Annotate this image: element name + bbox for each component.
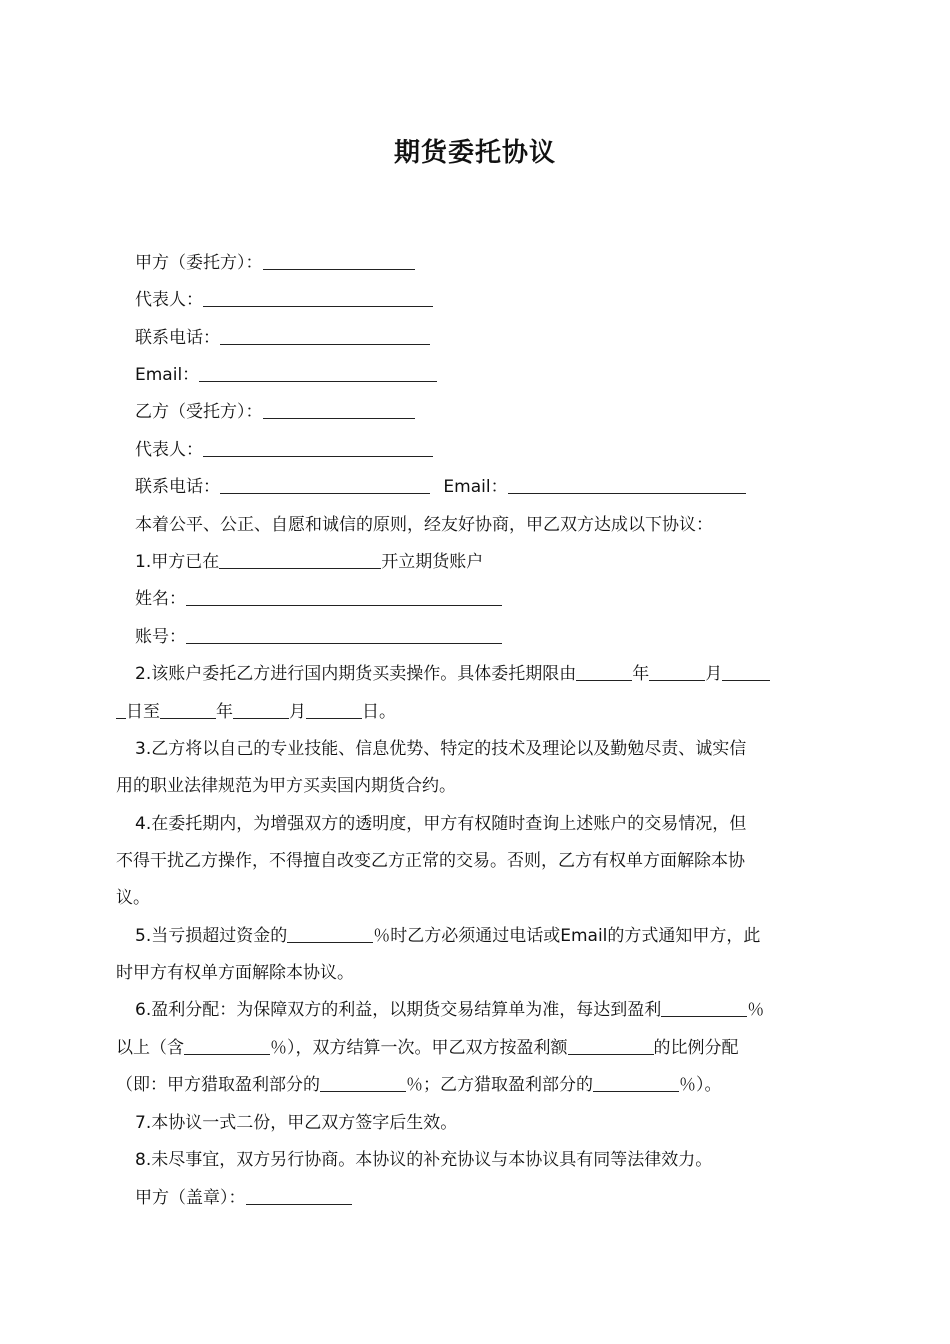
clause-3-line-1: 3.乙方将以自己的专业技能、信息优势、特定的技术及理论以及勤勉尽责、诚实信 bbox=[135, 739, 747, 759]
party-b-contact-line bbox=[116, 475, 857, 499]
clause-1 bbox=[116, 550, 857, 574]
clause-6-prefix: 6.盈利分配：为保障双方的利益，以期货交易结算单为准，每达到盈利 bbox=[135, 1000, 662, 1020]
clause-5-suffix: ％时乙方必须通过电话或Email的方式通知甲方，此 bbox=[373, 926, 761, 946]
party-a-seal-label: 甲方（盖章）： bbox=[135, 1188, 246, 1208]
clause-5-line-1 bbox=[116, 924, 857, 948]
account-number-label: 账号： bbox=[135, 627, 186, 647]
preamble: 本着公平、公正、自愿和诚信的原则，经友好协商，甲乙双方达成以下协议： bbox=[135, 515, 713, 535]
end-day-blank bbox=[306, 700, 362, 719]
month-label: 月 bbox=[705, 664, 723, 684]
day-to-label: 日至 bbox=[126, 702, 160, 722]
start-month-blank bbox=[649, 662, 705, 681]
party-a-phone-label: 联系电话： bbox=[135, 328, 220, 348]
party-b-phone-blank bbox=[220, 475, 430, 494]
end-month-label: 月 bbox=[289, 702, 306, 722]
party-b-email-label: Email： bbox=[443, 477, 508, 497]
clause-6-l3-a: （即：甲方猎取盈利部分的 bbox=[116, 1075, 320, 1095]
clause-1-prefix: 1.甲方已在 bbox=[135, 552, 220, 572]
party-a-email-blank bbox=[199, 363, 437, 382]
account-name-label: 姓名： bbox=[135, 589, 186, 609]
clause-5-prefix: 5.当亏损超过资金的 bbox=[135, 926, 288, 946]
clause-6-l3-c: ％）。 bbox=[679, 1075, 722, 1095]
account-name-blank bbox=[186, 587, 502, 606]
party-a-seal-blank bbox=[246, 1186, 352, 1205]
end-year-blank bbox=[160, 700, 216, 719]
party-a-phone-blank bbox=[220, 326, 430, 345]
party-a-blank bbox=[263, 251, 415, 270]
party-b-line bbox=[116, 400, 857, 424]
account-number-blank bbox=[186, 625, 502, 644]
party-b-blank bbox=[263, 400, 415, 419]
clause-7: 7.本协议一式二份，甲乙双方签字后生效。 bbox=[135, 1113, 458, 1133]
party-b-rep-line bbox=[116, 438, 857, 462]
clause-6-l2-c: 的比例分配 bbox=[653, 1038, 739, 1058]
party-a-rep-label: 代表人： bbox=[135, 290, 203, 310]
clause-8: 8.未尽事宜，双方另行协商。本协议的补充协议与本协议具有同等法律效力。 bbox=[135, 1150, 713, 1170]
day-end-label: 日。 bbox=[362, 702, 396, 722]
party-a-email-label: Email： bbox=[135, 365, 200, 385]
party-a-rep-blank bbox=[203, 288, 433, 307]
clause-6-l2-b: ％），双方结算一次。甲乙双方按盈利额 bbox=[270, 1038, 568, 1058]
party-a-rep-line bbox=[116, 288, 857, 312]
inclusive-percent-blank bbox=[184, 1036, 270, 1055]
clause-6-l3-b: ％；乙方猎取盈利部分的 bbox=[406, 1075, 593, 1095]
party-b-share-blank bbox=[593, 1073, 679, 1092]
start-day-blank bbox=[722, 662, 770, 681]
party-a-label: 甲方（委托方）： bbox=[135, 253, 263, 273]
end-year-label: 年 bbox=[216, 702, 233, 722]
document-title: 期货委托协议 bbox=[393, 138, 556, 168]
party-b-rep-blank bbox=[203, 438, 433, 457]
party-b-label: 乙方（受托方）： bbox=[135, 402, 263, 422]
year-label: 年 bbox=[632, 664, 650, 684]
clause-6-l2-a: 以上（含 bbox=[116, 1038, 184, 1058]
clause-2-prefix: 2.该账户委托乙方进行国内期货买卖操作。具体委托期限由 bbox=[135, 664, 577, 684]
clause-4-line-2: 不得干扰乙方操作，不得擅自改变乙方正常的交易。否则，乙方有权单方面解除本协 bbox=[116, 851, 745, 871]
profit-amount-blank bbox=[568, 1036, 654, 1055]
party-b-phone-label: 联系电话： bbox=[135, 477, 220, 497]
clause-2-line-2 bbox=[116, 700, 838, 724]
party-a-phone-line bbox=[116, 326, 857, 350]
account-number-line bbox=[116, 625, 857, 649]
clause-4-line-1: 4.在委托期内，为增强双方的透明度，甲方有权随时查询上述账户的交易情况，但 bbox=[135, 814, 747, 834]
clause-1-suffix: 开立期货账户 bbox=[381, 552, 484, 572]
party-a-share-blank bbox=[320, 1073, 406, 1092]
party-a-seal-line bbox=[116, 1186, 857, 1210]
loss-percent-blank bbox=[287, 924, 373, 943]
clause-4-line-3: 议。 bbox=[116, 888, 150, 908]
clause-2-line-1 bbox=[116, 662, 857, 686]
clause-6-line-1 bbox=[116, 998, 857, 1022]
clause-6-line-3 bbox=[116, 1073, 838, 1097]
party-b-email-blank bbox=[508, 475, 746, 494]
profit-threshold-blank bbox=[661, 998, 747, 1017]
party-a-line bbox=[116, 251, 857, 275]
account-name-line bbox=[116, 587, 857, 611]
start-day-blank-cont bbox=[116, 700, 126, 719]
clause-3-line-2: 用的职业法律规范为甲方买卖国内期货合约。 bbox=[116, 776, 456, 796]
party-a-email-line bbox=[116, 363, 857, 387]
percent-sign: ％ bbox=[747, 1000, 765, 1020]
clause-1-blank bbox=[219, 550, 381, 569]
clause-5-line-2: 时甲方有权单方面解除本协议。 bbox=[116, 963, 354, 983]
clause-6-line-2 bbox=[116, 1036, 838, 1060]
start-year-blank bbox=[576, 662, 632, 681]
end-month-blank bbox=[233, 700, 289, 719]
party-b-rep-label: 代表人： bbox=[135, 440, 203, 460]
